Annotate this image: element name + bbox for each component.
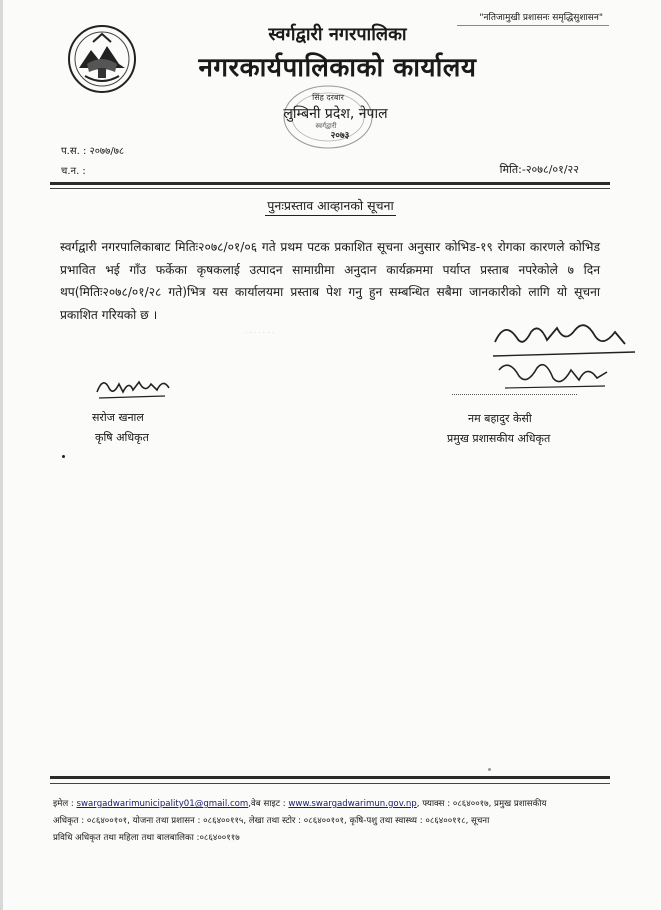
- header-rule-thin: [50, 188, 610, 189]
- letter-date: मिति:-२०७८/०१/२२: [499, 163, 579, 176]
- email-label: इमेल :: [53, 799, 74, 809]
- notice-subject: [0, 195, 661, 214]
- region-line: लुम्बिनी प्रदेश, नेपाल: [283, 106, 388, 122]
- bleed-through-text: · · · · · · ·: [245, 329, 274, 337]
- footer-line-1: [53, 796, 613, 813]
- footer-fax-and-phones: , फ्याक्स : ०८६४००१७, प्रमुख प्रशासकीय: [416, 799, 547, 809]
- right-signature-with-date: [465, 318, 640, 396]
- right-signatory-name: नम बहादुर केसी: [468, 412, 532, 425]
- notice-body: स्वर्गद्वारी नगरपालिकाबाट मितिः२०७८/०१/०६ गते प्रथम पटक प्रकाशित सूचना अनुसार कोभिड-१९ रोगका कारणले कोभिड प्रभावित भई गाँउ फर्केका कृषकलाई उत्पादन सामाग्रीमा अनुदान कार्यक्रममा पर्याप्त प्रस्ताब नपरेकोले ७ दिन थप(मितिः२०७८/०१/२८ गते)भित्र यस कार्यालयमा प्रस्ताब पेश गनु हुन सम्बन्धित सबैमा जानकारीको लागि यो सूचना प्रकाशित गरियको छ ।: [60, 240, 600, 322]
- scan-speck: [488, 768, 491, 771]
- municipality-name: स्वर्गद्वारी नगरपालिका: [268, 24, 407, 45]
- letter-number: प.स. : २०७७/७८: [61, 146, 125, 157]
- stamp-line2: स्वर्गद्वारी: [315, 122, 337, 130]
- signature-dotted-line: [452, 394, 577, 395]
- right-signatory-title: प्रमुख प्रशासकीय अधिकृत: [447, 432, 551, 445]
- website-link[interactable]: www.swargadwarimun.gov.np: [288, 799, 417, 809]
- footer-line-3: प्रविधि अधिकृत तथा महिला तथा बालबालिका :०८६४००११७: [53, 833, 240, 843]
- left-signature: [93, 370, 173, 402]
- office-title: नगरकार्यपालिकाको कार्यालय: [198, 53, 477, 83]
- footer-rule-thin: [50, 783, 610, 784]
- left-signatory-title: कृषि अधिकृत: [95, 431, 149, 444]
- header-rule-thick: [50, 182, 610, 185]
- stamp-line1: सिंह दरबार: [312, 93, 344, 102]
- footer-rule-thick: [50, 776, 610, 779]
- notice-subject-text: पुनःप्रस्ताव आव्हानको सूचना: [265, 198, 395, 216]
- motto-banner: "नतिजामुखी प्रशासनः समृद्धिसुशासन": [457, 8, 609, 26]
- stamp-year: २०७३: [330, 131, 350, 141]
- dispatch-number: च.न. :: [61, 166, 86, 177]
- left-signatory-name: सरोज खनाल: [92, 411, 144, 424]
- footer-line-2: अधिकृत : ०८६४००१०१, योजना तथा प्रशासन : ०८६४००११५, लेखा तथा स्टोर : ०८६४००१०१, कृषि-पशु तथा स्वास्थ्य : ०८६४००११८, सूचना: [53, 816, 490, 826]
- scan-speck: [62, 455, 65, 458]
- footer-contact: [53, 796, 613, 847]
- website-label: ,वेब साइट :: [248, 799, 286, 809]
- email-link[interactable]: swargadwarimunicipality01@gmail.com: [76, 799, 249, 809]
